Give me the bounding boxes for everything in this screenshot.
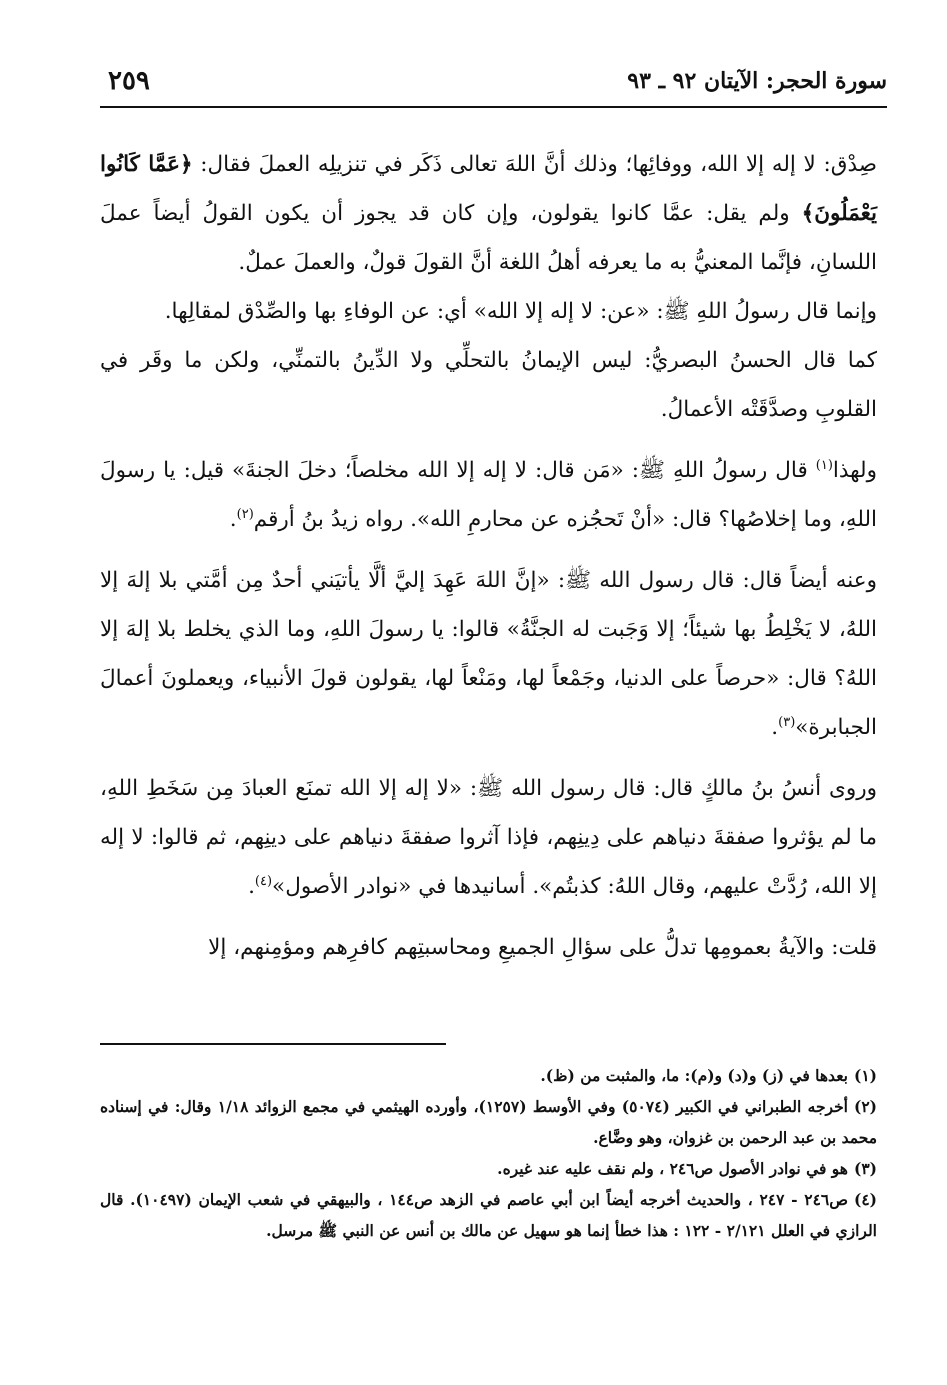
footnote-ref-2[interactable]: (٢) <box>236 506 254 522</box>
footnote-divider <box>100 1043 446 1045</box>
footnotes <box>100 1060 877 1246</box>
main-text <box>100 140 877 972</box>
paragraph-2: وإنما قال رسولُ اللهِ ﷺ: «عن: لا إله إلا الله» أي: عن الوفاءِ بها والصِّدْق لمقالِها. <box>164 299 877 324</box>
paragraph-7: قلت: والآيةُ بعمومِها تدلُّ على سؤالِ الجميعِ ومحاسبتِهم كافرِهم ومؤمِنهم، إلا <box>208 935 877 960</box>
footnote-ref-4[interactable]: (٤) <box>254 873 273 889</box>
paragraph-1: صِدْق: لا إله إلا الله، ووفائِها؛ وذلك أنَّ اللهَ تعالى ذَكَر في تنزيلِه العملَ فقال: ﴿عَمَّا كَانُوا يَعْمَلُونَ﴾ ولم يقل: عمَّا كانوا يقولون، وإن كان قد يجوز أن يكون القولُ أيضاً عملَ اللسانِ، فإنَّما المعنيُّ به ما يعرفه أهلُ اللغة أنَّ القولَ قولٌ، والعملَ عملٌ. <box>100 152 877 275</box>
quran-verse: ﴿عَمَّا كَانُوا يَعْمَلُونَ﴾ <box>100 152 877 226</box>
paragraph-4: ولهذا$^{(١)}$ قال رسولُ اللهِ ﷺ: «مَن قال: لا إله إلا الله مخلصاً؛ دخلَ الجنةَ» قيل: يا رسولَ اللهِ، وما إخلاصُها؟ قال: «أنْ تَحجُزه عن محارمِ الله». رواه زيدُ بنُ أرقم$^{(٢)}$. <box>100 457 877 532</box>
running-title: سورة الحجر: الآيتان ٩٢ ـ ٩٣ <box>627 68 887 94</box>
footnote-ref-1[interactable]: (١) <box>815 457 833 473</box>
footnote-4: (٤)ص٢٤٦ - ٢٤٧ ، والحديث أخرجه أيضاً ابن أبي عاصم في الزهد ص١٤٤ ، والبيهقي في شعب الإيمان (١٠٤٩٧). قال الرازي في العلل ٢/١٢١ - ١٢٢ : هذا خطأ إنما هو سهيل عن مالك بن أنس عن النبي ﷺ مرسل. <box>100 1190 877 1240</box>
paragraph-5: وعنه أيضاً قال: قال رسول الله ﷺ: «إنَّ اللهَ عَهِدَ إليَّ ألَّا يأتيَني أحدٌ مِن أمَّتي بلا إلهَ إلا اللهُ، لا يَخْلِطُ بها شيئاً؛ إلا وَجَبت له الجنَّةُ» قالوا: يا رسولَ اللهِ، وما الذي يخلط بلا إلهَ إلا اللهُ؟ قال: «حرصاً على الدنيا، وجَمْعاً لها، ومَنْعاً لها، يقولون قولَ الأنبياء، ويعملونَ أعمالَ الجبابرة»$^{(٣)}$. <box>100 568 877 740</box>
paragraph-6: وروى أنسُ بنُ مالكٍ قال: قال رسول الله ﷺ: «لا إله إلا الله تمنَع العبادَ مِن سَخَطِ اللهِ، ما لم يؤثروا صفقةَ دنياهم على دِينِهم، فإذا آثروا صفقةَ دنياهم على دينِهم، ثم قالوا: لا إله إلا الله، رُدَّتْ عليهم، وقال اللهُ: كذبتُم». أسانيدها في «نوادر الأصول»$^{(٤)}$. <box>100 776 877 899</box>
page-number: ٢٥٩ <box>108 66 150 96</box>
footnote-ref-3[interactable]: (٣) <box>778 714 796 730</box>
footnote-2: (٢)أخرجه الطبراني في الكبير (٥٠٧٤) وفي الأوسط (١٢٥٧)، وأورده الهيثمي في مجمع الزوائد ١/١٨ وقال: في إسناده محمد بن عبد الرحمن بن غزوان، وهو وضَّاع. <box>100 1097 877 1147</box>
footnote-1: (١)بعدها في (ز) و(د) و(م): ما، والمثبت من (ظ). <box>540 1066 877 1085</box>
paragraph-3: كما قال الحسنُ البصريُّ: ليس الإيمانُ بالتحلِّي ولا الدِّينُ بالتمنِّي، ولكن ما وقَر في القلوبِ وصدَّقَتْه الأعمالُ. <box>100 348 877 422</box>
footnote-3: (٣)هو في نوادر الأصول ص٢٤٦ ، ولم نقف عليه عند غيره. <box>497 1159 877 1178</box>
page-header <box>100 62 887 108</box>
